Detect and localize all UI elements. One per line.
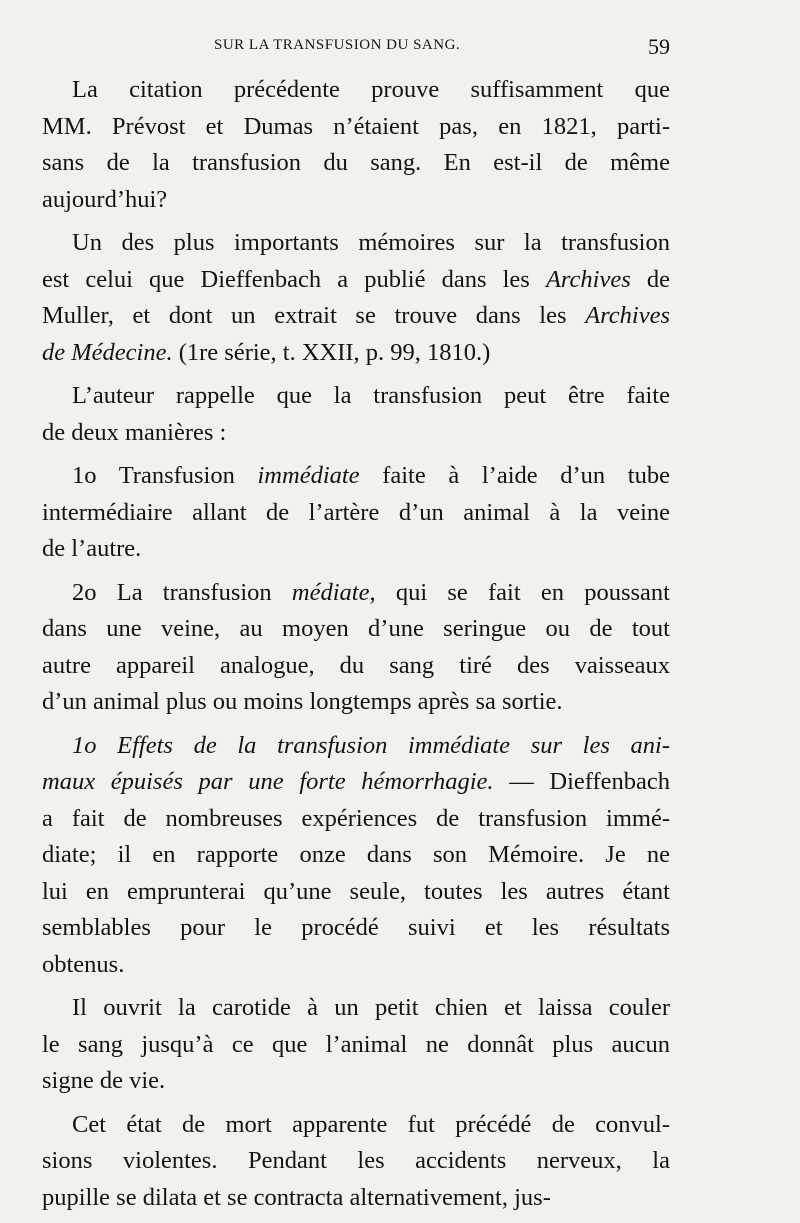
text-line bbox=[42, 837, 670, 874]
paragraph bbox=[42, 72, 670, 218]
text-run: signe de vie. bbox=[42, 1067, 166, 1094]
italic-run: médiate bbox=[291, 578, 370, 606]
text-run: L’auteur rappelle que la transfusion peut être faite bbox=[72, 382, 670, 409]
italic-run: Archives bbox=[585, 302, 670, 329]
text-run: autre appareil analogue, du sang tiré des vaisseaux bbox=[42, 651, 670, 679]
paragraph bbox=[42, 378, 670, 451]
text-run: Un des plus importants mémoires sur la transfusion bbox=[72, 229, 670, 256]
paragraph bbox=[42, 458, 670, 568]
page-number: 59 bbox=[648, 34, 670, 59]
text-run: 2o La transfusion bbox=[72, 578, 292, 606]
text-line bbox=[42, 728, 670, 765]
italic-run: de Médecine. bbox=[42, 338, 173, 366]
text-run: sions violentes. Pendant les accidents nerveux, la bbox=[42, 1147, 670, 1174]
body-text bbox=[42, 72, 670, 1223]
text-run: est celui que Dieffenbach a publié dans les bbox=[42, 265, 546, 293]
text-line bbox=[42, 145, 670, 182]
text-line bbox=[42, 648, 670, 685]
text-run: sans de la transfusion du sang. En est-il de même bbox=[42, 149, 670, 176]
text-line bbox=[42, 684, 670, 721]
running-head: SUR LA TRANSFUSION DU SANG. bbox=[214, 37, 461, 53]
text-run: obtenus. bbox=[42, 950, 125, 978]
text-run: de deux manières : bbox=[42, 418, 227, 446]
text-line bbox=[42, 109, 670, 146]
text-line bbox=[42, 72, 670, 109]
text-run: intermédiaire allant de l’artère d’un animal à la veine bbox=[42, 498, 670, 526]
text-line bbox=[42, 262, 670, 299]
paragraph bbox=[42, 225, 670, 371]
text-run: faite à l’aide d’un tube bbox=[359, 462, 670, 489]
text-line bbox=[42, 458, 670, 495]
text-line bbox=[42, 335, 670, 372]
text-run: — Dieffenbach bbox=[493, 768, 670, 795]
text-run: d’un animal plus ou moins longtemps après sa sortie. bbox=[42, 688, 563, 715]
text-line bbox=[42, 1027, 670, 1064]
text-line bbox=[42, 495, 670, 532]
text-run: MM. Prévost et Dumas n’étaient pas, en 1821, parti- bbox=[42, 112, 670, 140]
text-line bbox=[42, 415, 670, 452]
text-line bbox=[42, 990, 670, 1027]
italic-run: maux épuisés par une forte hémorrhagie. bbox=[42, 768, 494, 795]
text-run: de bbox=[630, 265, 670, 293]
text-line bbox=[42, 182, 670, 219]
page-header bbox=[210, 34, 670, 58]
text-run: Muller, et dont un extrait se trouve dans les bbox=[42, 302, 586, 329]
text-line bbox=[42, 378, 670, 415]
text-run: Il ouvrit la carotide à un petit chien et laissa couler bbox=[72, 994, 670, 1021]
text-line bbox=[42, 1063, 670, 1100]
text-run: aujourd’hui? bbox=[42, 185, 168, 213]
text-run: le sang jusqu’à ce que l’animal ne donnât plus aucun bbox=[42, 1030, 670, 1058]
text-run: La citation précédente prouve suffisamment que bbox=[72, 76, 670, 103]
text-run: , qui se fait en poussant bbox=[369, 578, 670, 606]
paragraph bbox=[42, 1107, 670, 1217]
italic-run: immédiate bbox=[257, 462, 360, 489]
text-line bbox=[42, 575, 670, 612]
text-run: (1re série, t. XXII, p. 99, 1810.) bbox=[172, 338, 491, 366]
text-line bbox=[42, 1143, 670, 1180]
text-line bbox=[42, 947, 670, 984]
text-line bbox=[42, 1180, 670, 1217]
text-run: a fait de nombreuses expériences de transfusion immé- bbox=[42, 804, 670, 832]
text-run: lui en emprunterai qu’une seule, toutes les autres étant bbox=[42, 877, 670, 905]
text-line bbox=[42, 764, 670, 801]
text-line bbox=[42, 874, 670, 911]
text-line bbox=[42, 298, 670, 335]
text-line bbox=[42, 910, 670, 947]
text-line bbox=[42, 1107, 670, 1144]
text-line bbox=[42, 225, 670, 262]
paragraph bbox=[42, 575, 670, 721]
paragraph bbox=[42, 990, 670, 1100]
paragraph bbox=[42, 728, 670, 984]
text-run: 1o Transfusion bbox=[72, 462, 258, 489]
text-run: dans une veine, au moyen d’une seringue ou de tout bbox=[42, 615, 670, 642]
text-run: diate; il en rapporte onze dans son Mémoire. Je ne bbox=[42, 841, 670, 868]
italic-run: Archives bbox=[545, 265, 631, 293]
text-run: Cet état de mort apparente fut précédé de convul- bbox=[72, 1110, 670, 1138]
italic-run: 1o Effets de la transfusion immédiate sur les ani- bbox=[72, 731, 670, 759]
text-run: semblables pour le procédé suivi et les résultats bbox=[42, 914, 670, 941]
text-run: de l’autre. bbox=[42, 535, 142, 562]
text-line bbox=[42, 531, 670, 568]
text-line bbox=[42, 801, 670, 838]
text-line bbox=[42, 611, 670, 648]
text-run: pupille se dilata et se contracta alternativement, jus- bbox=[42, 1183, 551, 1211]
